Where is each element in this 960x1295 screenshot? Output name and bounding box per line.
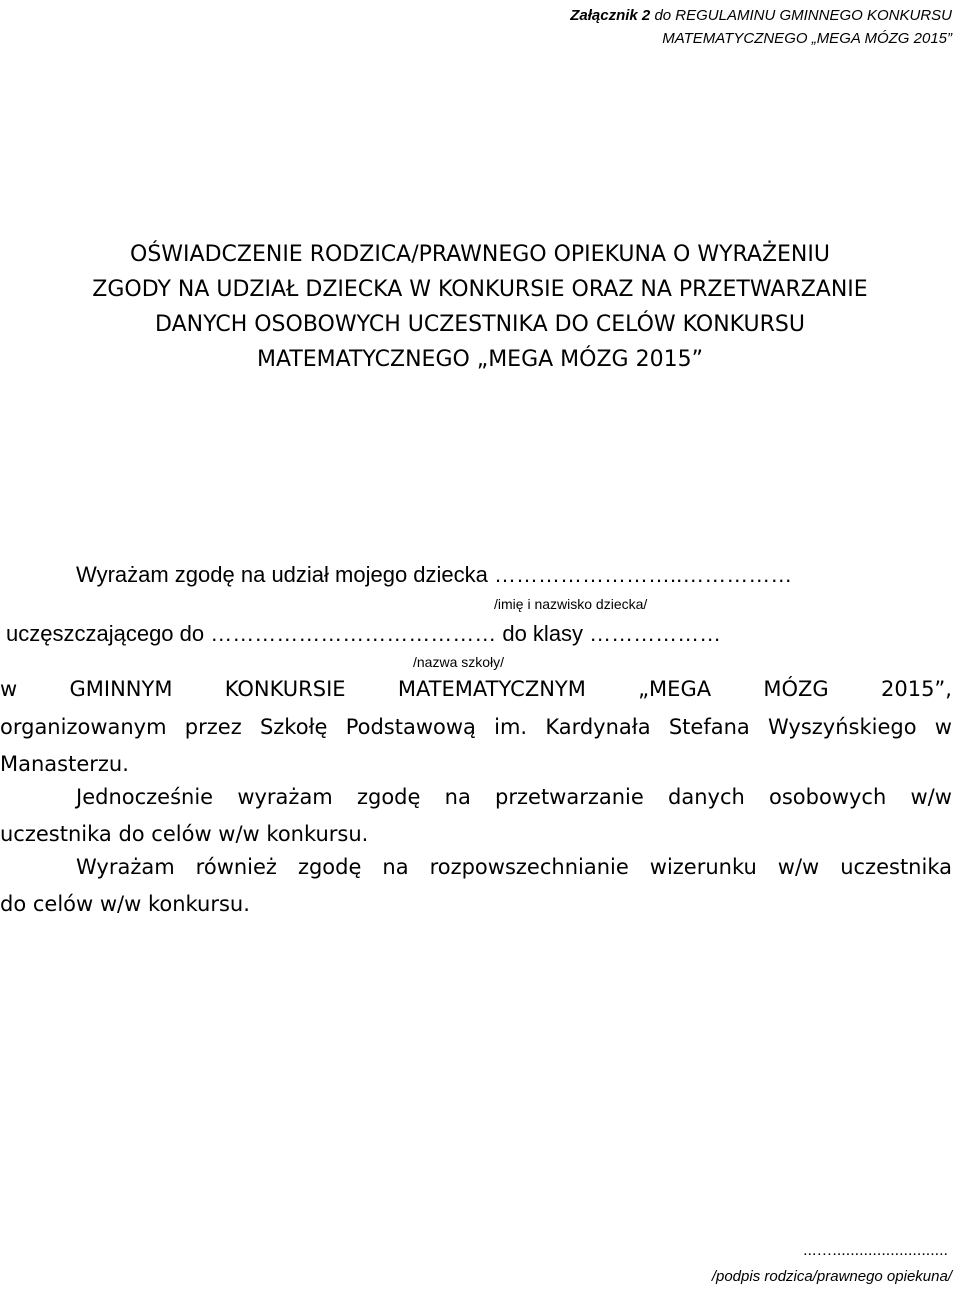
word: wizerunku bbox=[649, 855, 757, 879]
signature-label: /podpis rodzica/prawnego opiekuna/ bbox=[711, 1268, 952, 1285]
annex-line-2: MATEMATYCZNEGO „MEGA MÓZG 2015” bbox=[662, 30, 952, 47]
word: w/w bbox=[910, 785, 952, 809]
word: przetwarzanie bbox=[495, 785, 644, 809]
word: MÓZG bbox=[763, 677, 829, 701]
annex-label: Załącznik 2 bbox=[570, 7, 651, 24]
paragraph-1-line-2 bbox=[0, 715, 952, 739]
paragraph-1-line-1 bbox=[0, 677, 952, 701]
word: Podstawową bbox=[345, 715, 476, 739]
word: Wyszyńskiego bbox=[768, 715, 917, 739]
document-title bbox=[0, 237, 960, 377]
paragraph-3-line-1 bbox=[76, 855, 952, 879]
paragraph-2-line-1 bbox=[76, 785, 952, 809]
annex-line-1-rest: do REGULAMINU GMINNEGO KONKURSU bbox=[650, 7, 952, 24]
hint-school-name: /nazwa szkoły/ bbox=[413, 654, 505, 670]
paragraph-3-line-2: do celów w/w konkursu. bbox=[0, 892, 250, 916]
title-line-1: OŚWIADCZENIE RODZICA/PRAWNEGO OPIEKUNA O WYRAŻENIU bbox=[130, 242, 830, 267]
word: Wyrażam bbox=[76, 855, 175, 879]
word: Stefana bbox=[668, 715, 750, 739]
word: osobowych bbox=[769, 785, 887, 809]
annex-header bbox=[570, 4, 952, 50]
title-line-4: MATEMATYCZNEGO „MEGA MÓZG 2015” bbox=[257, 347, 703, 372]
word: GMINNYM bbox=[69, 677, 173, 701]
word: „MEGA bbox=[638, 677, 712, 701]
word: organizowanym bbox=[0, 715, 167, 739]
word: na bbox=[382, 855, 409, 879]
word: wyrażam bbox=[237, 785, 333, 809]
title-line-2: ZGODY NA UDZIAŁ DZIECKA W KONKURSIE ORAZ NA PRZETWARZANIE bbox=[92, 277, 868, 302]
word: w bbox=[0, 677, 18, 701]
word: uczestnika bbox=[840, 855, 952, 879]
word: w/w bbox=[777, 855, 820, 879]
word: MATEMATYCZNYM bbox=[397, 677, 586, 701]
word: zgodę bbox=[297, 855, 362, 879]
consent-school-line: uczęszczającego do ………………………………… do klasy ……………… bbox=[6, 621, 722, 646]
paragraph-2-line-2: uczestnika do celów w/w konkursu. bbox=[0, 822, 369, 846]
word: Kardynała bbox=[545, 715, 651, 739]
word: Jednocześnie bbox=[76, 785, 214, 809]
word: im. bbox=[494, 715, 528, 739]
word: w bbox=[934, 715, 952, 739]
word: przez bbox=[184, 715, 242, 739]
title-line-3: DANYCH OSOBOWYCH UCZESTNIKA DO CELÓW KONKURSU bbox=[155, 312, 805, 337]
word: KONKURSIE bbox=[224, 677, 346, 701]
word: 2015”, bbox=[880, 677, 952, 701]
word: rozpowszechnianie bbox=[429, 855, 629, 879]
annex-line-1 bbox=[570, 4, 952, 27]
hint-child-name: /imię i nazwisko dziecka/ bbox=[494, 596, 648, 612]
signature-dotted-line: ...….......................... bbox=[803, 1242, 948, 1259]
word: na bbox=[444, 785, 471, 809]
word: zgodę bbox=[356, 785, 421, 809]
word: również bbox=[195, 855, 277, 879]
word: danych bbox=[668, 785, 745, 809]
paragraph-1-line-3: Manasterzu. bbox=[0, 752, 129, 776]
word: Szkołę bbox=[259, 715, 328, 739]
consent-child-line: Wyrażam zgodę na udział mojego dziecka ……………………..…………… bbox=[76, 562, 793, 587]
